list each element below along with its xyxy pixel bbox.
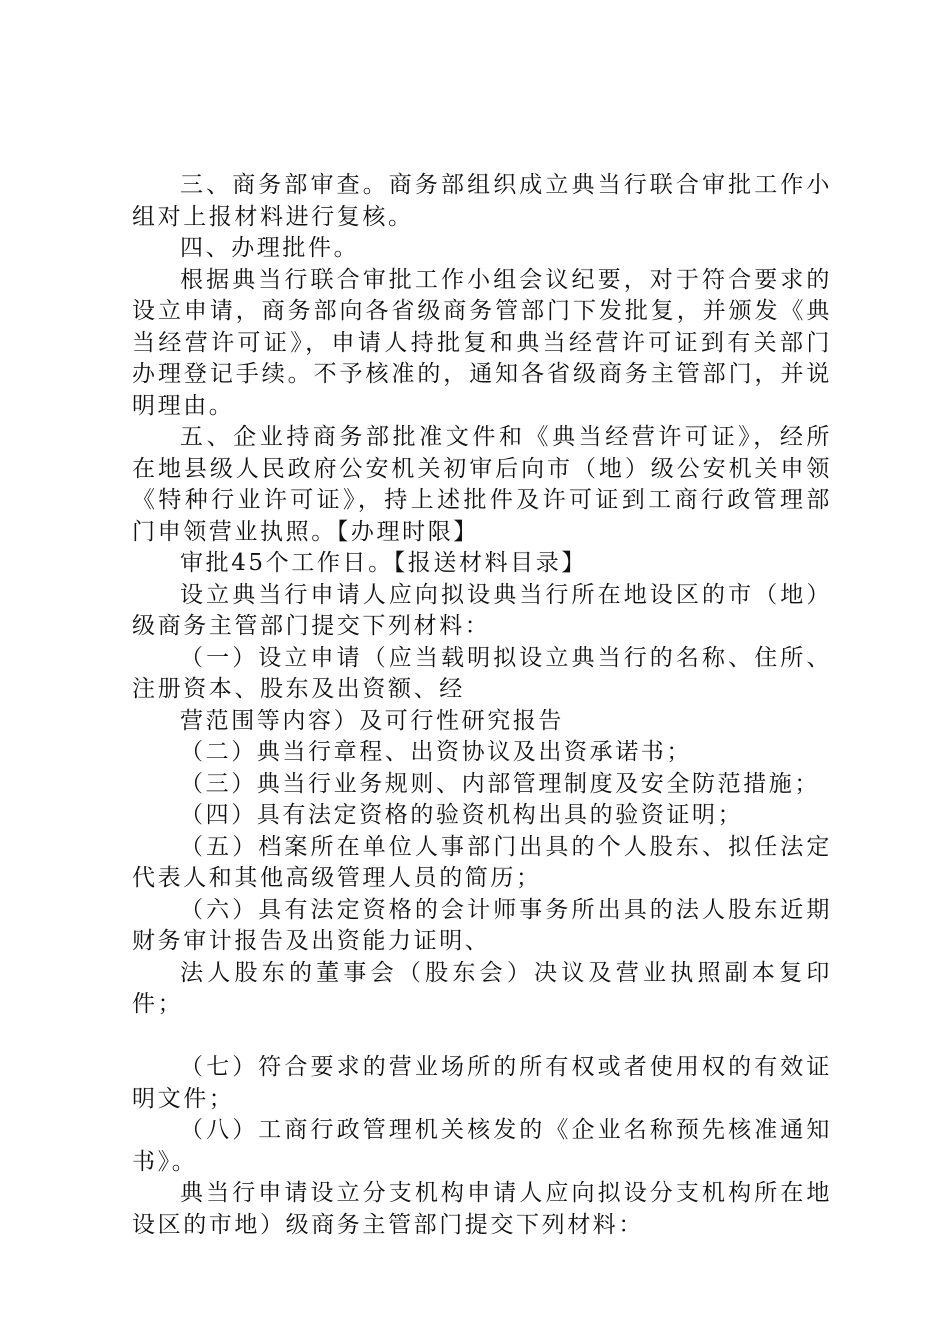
paragraph-material-2: （二）典当行章程、出资协议及出资承诺书； xyxy=(180,739,692,765)
paragraph-approval-issuance: 根据典当行联合审批工作小组会议纪要，对于符合要求的设立申请，商务部向各省级商务管部门下发批复，并颁发《典当经营许可证》，申请人持批复和典当经营许可证到有关部门办理登记手续。不予核准的，通知各省级商务主管部门，并说明理由。 xyxy=(132,266,832,419)
paragraph-material-3: （三）典当行业务规则、内部管理制度及安全防范措施； xyxy=(180,770,820,797)
paragraph-step-3: 三、商务部审查。商务部组织成立典当行联合审批工作小组对上报材料进行复核。 xyxy=(132,172,832,230)
paragraph-step-5: 五、企业持商务部批准文件和《典当经营许可证》，经所在地县级人民政府公安机关初审后向市（地）级公安机关申领《特种行业许可证》，持上述批件及许可证到工商行政管理部门申领营业执照。【办理时限】 xyxy=(132,424,832,545)
paragraph-materials-intro: 设立典当行申请人应向拟设典当行所在地设区的市（地）级商务主管部门提交下列材料： xyxy=(132,581,832,639)
paragraph-material-6: （六）具有法定资格的会计师事务所出具的法人股东近期财务审计报告及出资能力证明、 xyxy=(132,896,832,954)
paragraph-material-6-continued: 法人股东的董事会（股东会）决议及营业执照副本复印件； xyxy=(132,959,832,1017)
paragraph-material-4: （四）具有法定资格的验资机构出具的验资证明； xyxy=(180,802,744,828)
paragraph-material-1: （一）设立申请（应当载明拟设立典当行的名称、住所、注册资本、股东及出资额、经 xyxy=(132,644,832,702)
paragraph-time-limit: 审批45个工作日。【报送材料目录】 xyxy=(180,550,587,576)
paragraph-material-7: （七）符合要求的营业场所的所有权或者使用权的有效证明文件； xyxy=(132,1054,832,1112)
paragraph-material-1-continued: 营范围等内容）及可行性研究报告 xyxy=(180,707,564,734)
paragraph-step-4-heading: 四、办理批件。 xyxy=(180,235,360,261)
document-body xyxy=(132,170,832,1241)
paragraph-material-8: （八）工商行政管理机关核发的《企业名称预先核准通知书》。 xyxy=(132,1117,832,1175)
paragraph-branch-intro: 典当行申请设立分支机构申请人应向拟设分支机构所在地设区的市地）级商务主管部门提交下列材料： xyxy=(132,1180,832,1238)
paragraph-material-5: （五）档案所在单位人事部门出具的个人股东、拟任法定代表人和其他高级管理人员的简历； xyxy=(132,833,832,891)
